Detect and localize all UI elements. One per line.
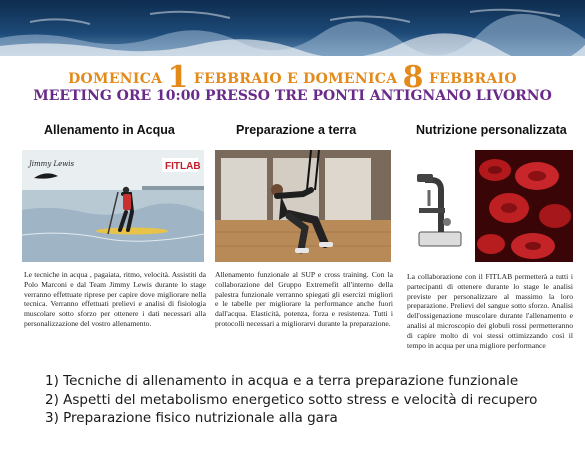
date-label-a: DOMENICA	[68, 71, 163, 87]
column-title-terra: Preparazione a terra	[236, 123, 357, 137]
date-label-b: FEBBRAIO E DOMENICA	[193, 71, 398, 87]
column-text-nutrizione: La collaborazione con il FITLAB permetterà a tutti i partecipanti di ottenere durante lo stage le analisi previste per personalizzare al massimo la loro preparazione. Prelievi del sangue sotto sforzo. Analisi dell'ossigenazione muscolare durante l'allenamento e analisi al microscopio dei globuli rossi permetteranno di capire molto di voi stessi ottimizzando così il tempo in acqua per una migliore performance	[407, 272, 573, 350]
day-1: 1	[167, 60, 189, 95]
date-label-c: FEBBRAIO	[428, 71, 517, 87]
column-title-acqua: Allenamento in Acqua	[44, 123, 175, 137]
meeting-info: MEETING ORE 10:00 PRESSO TRE PONTI ANTIGNANO LIVORNO	[33, 88, 552, 104]
fitlab-logo: FITLAB	[165, 161, 201, 172]
column-text-terra: Allenamento funzionale al SUP e cross training. Con la collaborazione del Gruppo Extremefit all'interno della palestra funzionale verranno spiegati gli esercizi migliori e le tabelle per migliorare la performance anche fuori dall'acqua. Elasticità, potenza, forza e resistenza. Tutti i protocolli necessari a migliorarvi durante la preparazione.	[215, 270, 393, 328]
ocean-banner-image	[0, 0, 585, 56]
photo-red-blood-cells	[475, 150, 573, 262]
point-3: 3) Preparazione fisico nutrizionale alla gara	[45, 410, 338, 426]
point-2: 2) Aspetti del metabolismo energetico sotto stress e velocità di recupero	[45, 392, 538, 408]
column-title-nutrizione: Nutrizione personalizzata	[416, 123, 567, 137]
column-text-acqua: Le tecniche in acqua , pagaiata, ritmo, velocità. Assistiti da Polo Marconi e dal Team Jimmy Lewis durante lo stage verranno effettuate riprese per capire dove migliorare nella tecnica. Verranno effettuati prelievi e analisi di fisiologia muscolare sotto sforzo per ottenere i dati necessari alla personalizzazione del vostro allenamento.	[24, 270, 206, 328]
day-2: 8	[402, 60, 424, 95]
jimmy-lewis-logo: Jimmy Lewis	[29, 160, 75, 168]
point-1: 1) Tecniche di allenamento in acqua e a terra preparazione funzionale	[45, 373, 519, 389]
photo-paddleboard	[22, 150, 204, 262]
photo-microscope	[405, 150, 471, 262]
photo-gym-training	[215, 150, 391, 262]
